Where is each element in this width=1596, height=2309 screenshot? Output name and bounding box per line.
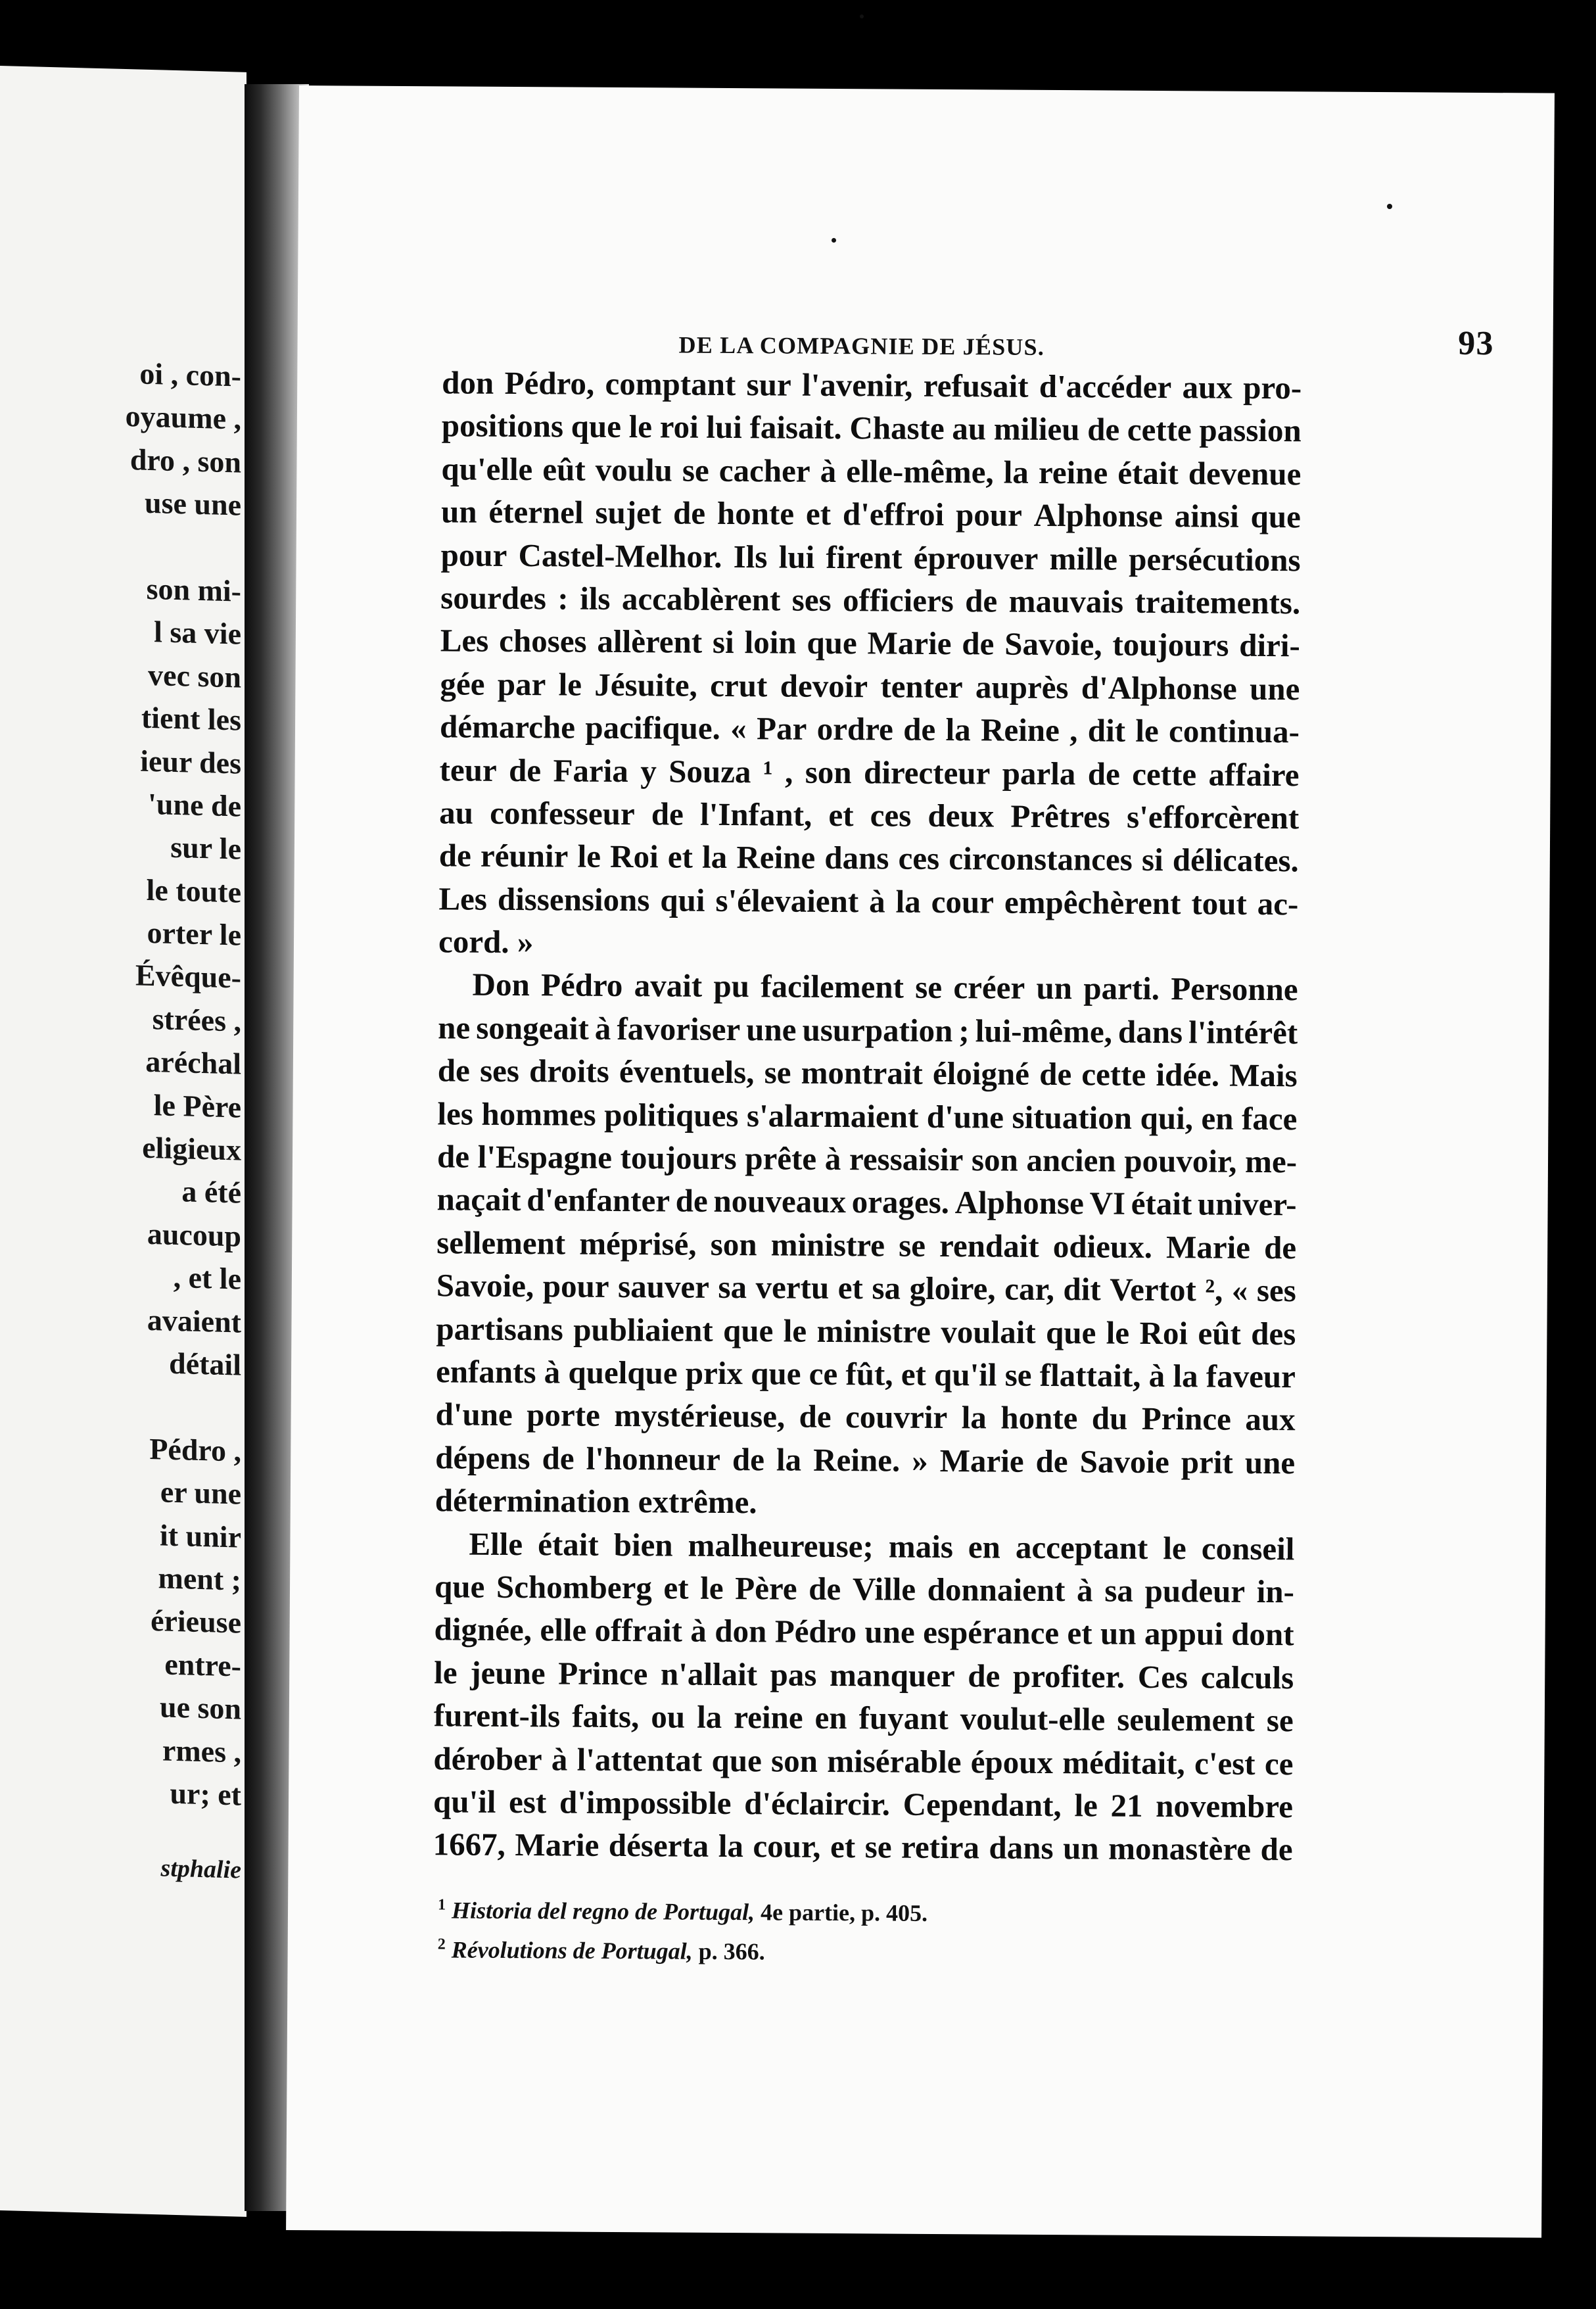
text-line: Elle était bien malheureuse; mais en acceptant le conseil bbox=[469, 1525, 1295, 1567]
facing-page-line: aréchal bbox=[145, 1045, 241, 1081]
facing-page-line: ue son bbox=[160, 1690, 241, 1726]
facing-page-line: détail bbox=[169, 1346, 241, 1382]
text-line: le jeune Prince n'allait pas manquer de profiter. Ces calculs bbox=[434, 1654, 1294, 1696]
text-line: Don Pédro avait pu facilement se créer un parti. Personne bbox=[472, 966, 1298, 1008]
text-line: qu'elle eût voulu se cacher à elle-même, la reine était devenue bbox=[441, 450, 1302, 492]
facing-page-line: le Père bbox=[153, 1087, 241, 1124]
text-line: un éternel sujet de honte et d'effroi pour Alphonse ainsi que bbox=[440, 493, 1302, 535]
text-line: Les choses allèrent si loin que Marie de Savoie, toujours diri- bbox=[440, 622, 1300, 664]
facing-page-line: dro , son bbox=[129, 442, 241, 479]
ink-speck bbox=[1387, 204, 1392, 209]
facing-page-line: ieur des bbox=[140, 744, 241, 780]
ink-speck bbox=[860, 14, 864, 18]
text-line: ne songeait à favoriser une usurpation ; lui-même, dans l'intérêt bbox=[438, 1009, 1298, 1051]
body-text bbox=[433, 361, 1302, 1871]
facing-page-line: sur le bbox=[170, 830, 241, 866]
facing-page-line: l sa vie bbox=[154, 615, 241, 651]
text-line: cord. » bbox=[438, 923, 534, 961]
facing-page-line: oyaume , bbox=[125, 399, 241, 437]
text-line: dignée, elle offrait à don Pédro une espérance et un appui dont bbox=[434, 1611, 1294, 1653]
facing-page-line: ur; et bbox=[170, 1776, 241, 1812]
text-line: dépens de l'honneur de la Reine. » Marie de Savoie prit une bbox=[435, 1439, 1296, 1481]
text-line: gée par le Jésuite, crut devoir tenter auprès d'Alphonse une bbox=[440, 665, 1300, 707]
book-page bbox=[286, 85, 1555, 2238]
text-line: enfants à quelque prix que ce fût, et qu'il se flattait, à la faveur bbox=[435, 1353, 1296, 1395]
text-line: sourdes : ils accablèrent ses officiers de mauvais traitements. bbox=[440, 579, 1301, 621]
text-line: que Schomberg et le Père de Ville donnaient à sa pudeur in- bbox=[434, 1568, 1295, 1610]
facing-page-line bbox=[44, 1381, 241, 1429]
text-line: furent-ils faits, ou la reine en fuyant voulut-elle seulement se bbox=[433, 1697, 1294, 1739]
facing-page-line: use une bbox=[145, 485, 241, 522]
facing-page bbox=[0, 66, 246, 2217]
text-line: teur de Faria y Souza ¹ , son directeur parla de cette affaire bbox=[439, 751, 1300, 793]
facing-page-line: 'une de bbox=[148, 786, 241, 823]
facing-page-line: eligieux bbox=[142, 1130, 241, 1167]
ink-speck bbox=[832, 238, 836, 243]
text-line: de ses droits éventuels, se montrait éloigné de cette idée. Mais bbox=[437, 1052, 1298, 1094]
running-title: DE LA COMPAGNIE DE JÉSUS. bbox=[678, 331, 1045, 360]
text-line: démarche pacifique. « Par ordre de la Reine , dit le continua- bbox=[439, 708, 1300, 750]
text-line: pour Castel-Melhor. Ils lui firent éprouver mille persécutions bbox=[440, 536, 1301, 578]
facing-page-line: a été bbox=[181, 1174, 241, 1210]
facing-page-line: Pédro , bbox=[149, 1431, 241, 1468]
text-line: Les dissensions qui s'élevaient à la cour empêchèrent tout ac- bbox=[438, 880, 1299, 922]
text-line: don Pédro, comptant sur l'avenir, refusait d'accéder aux pro- bbox=[442, 364, 1302, 406]
facing-page-line: orter le bbox=[147, 915, 241, 952]
facing-page-line: son mi- bbox=[146, 571, 241, 608]
facing-page-line: entre- bbox=[164, 1647, 241, 1683]
facing-page-note: stphalie bbox=[160, 1854, 241, 1884]
text-line: les hommes politiques s'alarmaient d'une situation qui, en face bbox=[437, 1095, 1298, 1137]
facing-page-line: Évêque- bbox=[135, 958, 241, 995]
footnote bbox=[438, 1927, 1292, 1972]
text-line: sellement méprisé, son ministre se rendait odieux. Marie de bbox=[436, 1224, 1297, 1266]
facing-page-line bbox=[44, 521, 241, 569]
text-line: naçait d'enfanter de nouveaux orages. Alphonse VI était univer- bbox=[436, 1181, 1297, 1223]
facing-page-line: vec son bbox=[148, 657, 241, 694]
footnote-mark: 2 bbox=[437, 1936, 446, 1953]
text-line: qu'il est d'impossible d'éclaircir. Cependant, le 21 novembre bbox=[433, 1783, 1294, 1825]
footnote-source: Révolutions de Portugal, bbox=[451, 1936, 693, 1964]
facing-page-line: oi , con- bbox=[139, 356, 241, 393]
text-line: positions que le roi lui faisait. Chaste au milieu de cette passion bbox=[441, 407, 1302, 449]
running-header bbox=[678, 320, 1493, 371]
facing-page-line: strées , bbox=[152, 1001, 241, 1038]
text-line: d'une porte mystérieuse, de couvrir la honte du Prince aux bbox=[435, 1396, 1296, 1438]
footnote-detail: 4e partie, p. 405. bbox=[754, 1899, 928, 1926]
page-number: 93 bbox=[1458, 324, 1494, 363]
text-line: au confesseur de l'Infant, et ces deux Prêtres s'efforcèrent bbox=[439, 794, 1300, 836]
text-line: Savoie, pour sauver sa vertu et sa gloire, car, dit Vertot ², « ses bbox=[436, 1267, 1296, 1309]
facing-page-line: , et le bbox=[173, 1260, 241, 1296]
facing-page-line: avaient bbox=[147, 1302, 241, 1339]
text-line: dérober à l'attentat que son misérable époux méditait, c'est ce bbox=[433, 1740, 1294, 1782]
facing-page-text bbox=[44, 350, 241, 1893]
footnote-mark: 1 bbox=[438, 1896, 446, 1914]
text-line: de l'Espagne toujours prête à ressaisir son ancien pouvoir, me- bbox=[436, 1138, 1298, 1180]
facing-page-line: it unir bbox=[160, 1517, 241, 1554]
footnote-source: Historia del regno de Portugal, bbox=[451, 1897, 755, 1926]
text-line: partisans publiaient que le ministre voulait que le Roi eût des bbox=[436, 1310, 1296, 1352]
footnotes bbox=[438, 1888, 1293, 1972]
text-line: 1667, Marie déserta la cour, et se retira dans un monastère de bbox=[433, 1826, 1293, 1868]
text-line: de réunir le Roi et la Reine dans ces circonstances si délicates. bbox=[438, 837, 1299, 879]
facing-page-line: rmes , bbox=[162, 1732, 241, 1769]
facing-page-line: tient les bbox=[141, 700, 241, 737]
facing-page-line: érieuse bbox=[151, 1604, 241, 1640]
facing-page-line: aucoup bbox=[147, 1216, 241, 1253]
footnote bbox=[438, 1888, 1292, 1932]
text-line: détermination extrême. bbox=[434, 1482, 757, 1521]
footnote-detail: p. 366. bbox=[692, 1938, 765, 1965]
facing-page-line: le toute bbox=[146, 872, 241, 909]
facing-page-line: ment ; bbox=[158, 1561, 241, 1597]
facing-page-line: er une bbox=[160, 1475, 241, 1511]
